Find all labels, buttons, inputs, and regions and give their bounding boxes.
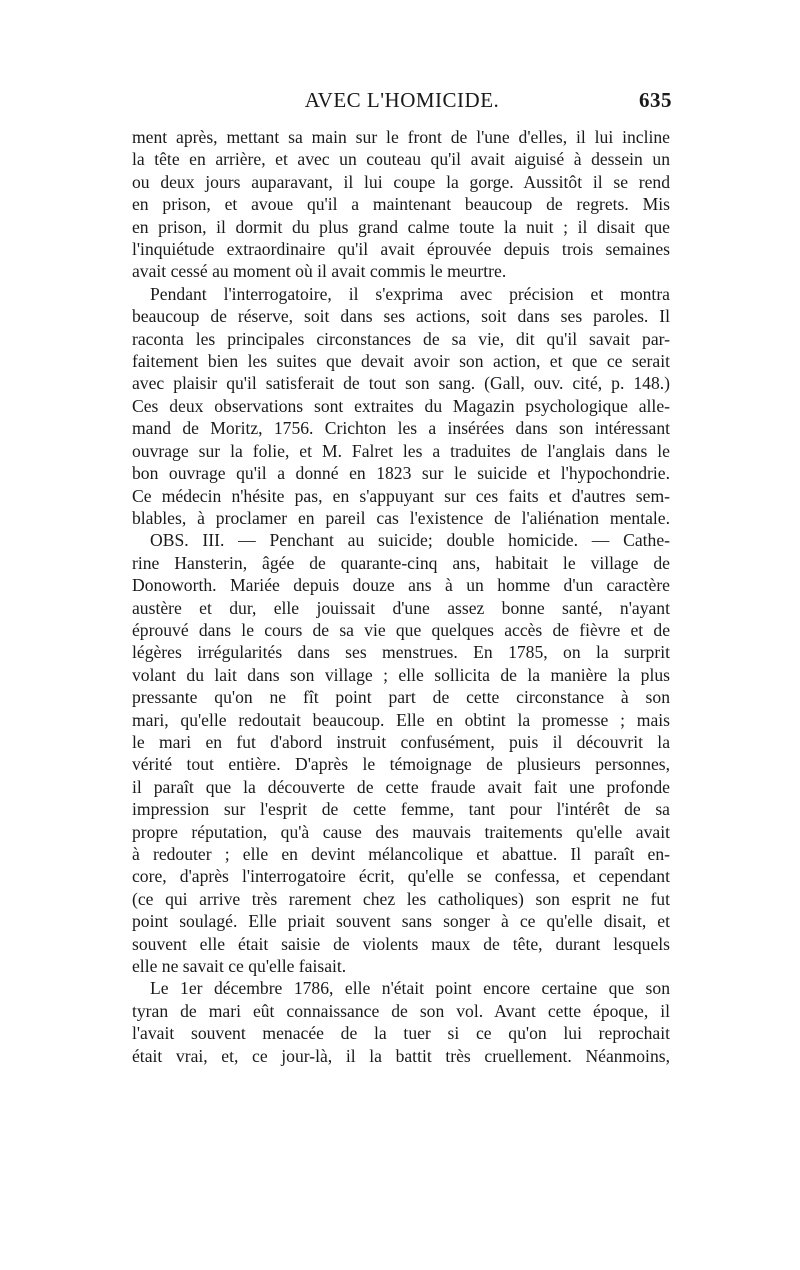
text-line: légères irrégularités dans ses menstrues. En 1785, on la surprit (132, 642, 670, 663)
text-line: ment après, mettant sa main sur le front de l'une d'elles, il lui incline (132, 127, 670, 147)
text-line: en prison, et avoue qu'il a maintenant beaucoup de regrets. Mis (132, 194, 670, 215)
text-line: beaucoup de réserve, soit dans ses actions, soit dans ses paroles. Il (132, 306, 670, 327)
text-line: faitement bien les suites que devait avoir son action, et que ce serait (132, 351, 670, 372)
running-header (132, 88, 672, 118)
text-line: en prison, il dormit du plus grand calme toute la nuit ; il disait que (132, 216, 670, 237)
text-line: raconta les principales circonstances de sa vie, dit qu'il savait par- (132, 328, 670, 349)
body-text (132, 126, 670, 1067)
text-line: avec plaisir qu'il satisferait de tout son sang. (Gall, ouv. cité, p. 148.) (132, 373, 670, 394)
text-line: ou deux jours auparavant, il lui coupe la gorge. Aussitôt il se rend (132, 171, 670, 192)
text-line: Ces deux observations sont extraites du Magazin psychologique alle- (132, 395, 670, 416)
text-line: tyran de mari eût connaissance de son vol. Avant cette époque, il (132, 1000, 670, 1021)
text-line: propre réputation, qu'à cause des mauvais traitements qu'elle avait (132, 821, 670, 842)
text-line: OBS. III. — Penchant au suicide; double homicide. — Cathe- (150, 530, 670, 551)
text-line: éprouvé dans le cours de sa vie que quelques accès de fièvre et de (132, 619, 670, 640)
text-line: Donoworth. Mariée depuis douze ans à un homme d'un caractère (132, 575, 670, 596)
text-line: vérité tout entière. D'après le témoignage de plusieurs personnes, (132, 754, 670, 775)
text-line: bon ouvrage qu'il a donné en 1823 sur le suicide et l'hypochondrie. (132, 463, 670, 484)
text-line: ouvrage sur la folie, et M. Falret les a traduites de l'anglais dans le (132, 440, 670, 461)
text-line: Ce médecin n'hésite pas, en s'appuyant sur ces faits et d'autres sem- (132, 485, 670, 506)
text-line: il paraît que la découverte de cette fraude avait fait une profonde (132, 776, 670, 797)
text-line: l'avait souvent menacée de la tuer si ce qu'on lui reprochait (132, 1023, 670, 1044)
text-line: (ce qui arrive très rarement chez les catholiques) son esprit ne fut (132, 888, 670, 909)
text-line: point soulagé. Elle priait souvent sans songer à ce qu'elle disait, et (132, 911, 670, 932)
text-line: core, d'après l'interrogatoire écrit, qu'elle se confessa, et cependant (132, 866, 670, 887)
text-line: rine Hansterin, âgée de quarante-cinq ans, habitait le village de (132, 552, 670, 573)
text-line: le mari en fut d'abord instruit confusément, puis il découvrit la (132, 731, 670, 752)
text-line: elle ne savait ce qu'elle faisait. (132, 956, 347, 977)
text-line: Pendant l'interrogatoire, il s'exprima avec précision et montra (150, 283, 670, 304)
text-line: souvent elle était saisie de violents maux de tête, durant lesquels (132, 933, 670, 954)
text-line: à redouter ; elle en devint mélancolique et abattue. Il paraît en- (132, 844, 670, 864)
text-line: pressante qu'on ne fît point part de cette circonstance à son (132, 687, 670, 708)
text-line: impression sur l'esprit de cette femme, tant pour l'intérêt de sa (132, 799, 670, 820)
text-line: mand de Moritz, 1756. Crichton les a insérées dans son intéressant (132, 418, 670, 439)
page-number: 635 (639, 88, 672, 112)
text-line: volant du lait dans son village ; elle sollicita de la manière la plus (132, 664, 670, 685)
text-line: blables, à proclamer en pareil cas l'existence de l'aliénation mentale. (132, 507, 670, 528)
text-line: était vrai, et, ce jour-là, il la battit très cruellement. Néanmoins, (132, 1045, 670, 1066)
running-title: AVEC L'HOMICIDE. (304, 88, 500, 112)
text-line: Le 1er décembre 1786, elle n'était point encore certaine que son (150, 978, 670, 999)
text-line: austère et dur, elle jouissait d'une assez bonne santé, n'ayant (132, 597, 670, 618)
text-line: avait cessé au moment où il avait commis le meurtre. (132, 261, 507, 282)
text-line: l'inquiétude extraordinaire qu'il avait éprouvée depuis trois semaines (132, 239, 670, 260)
text-line: la tête en arrière, et avec un couteau qu'il avait aiguisé à dessein un (132, 149, 670, 170)
text-line: mari, qu'elle redoutait beaucoup. Elle en obtint la promesse ; mais (132, 709, 670, 730)
